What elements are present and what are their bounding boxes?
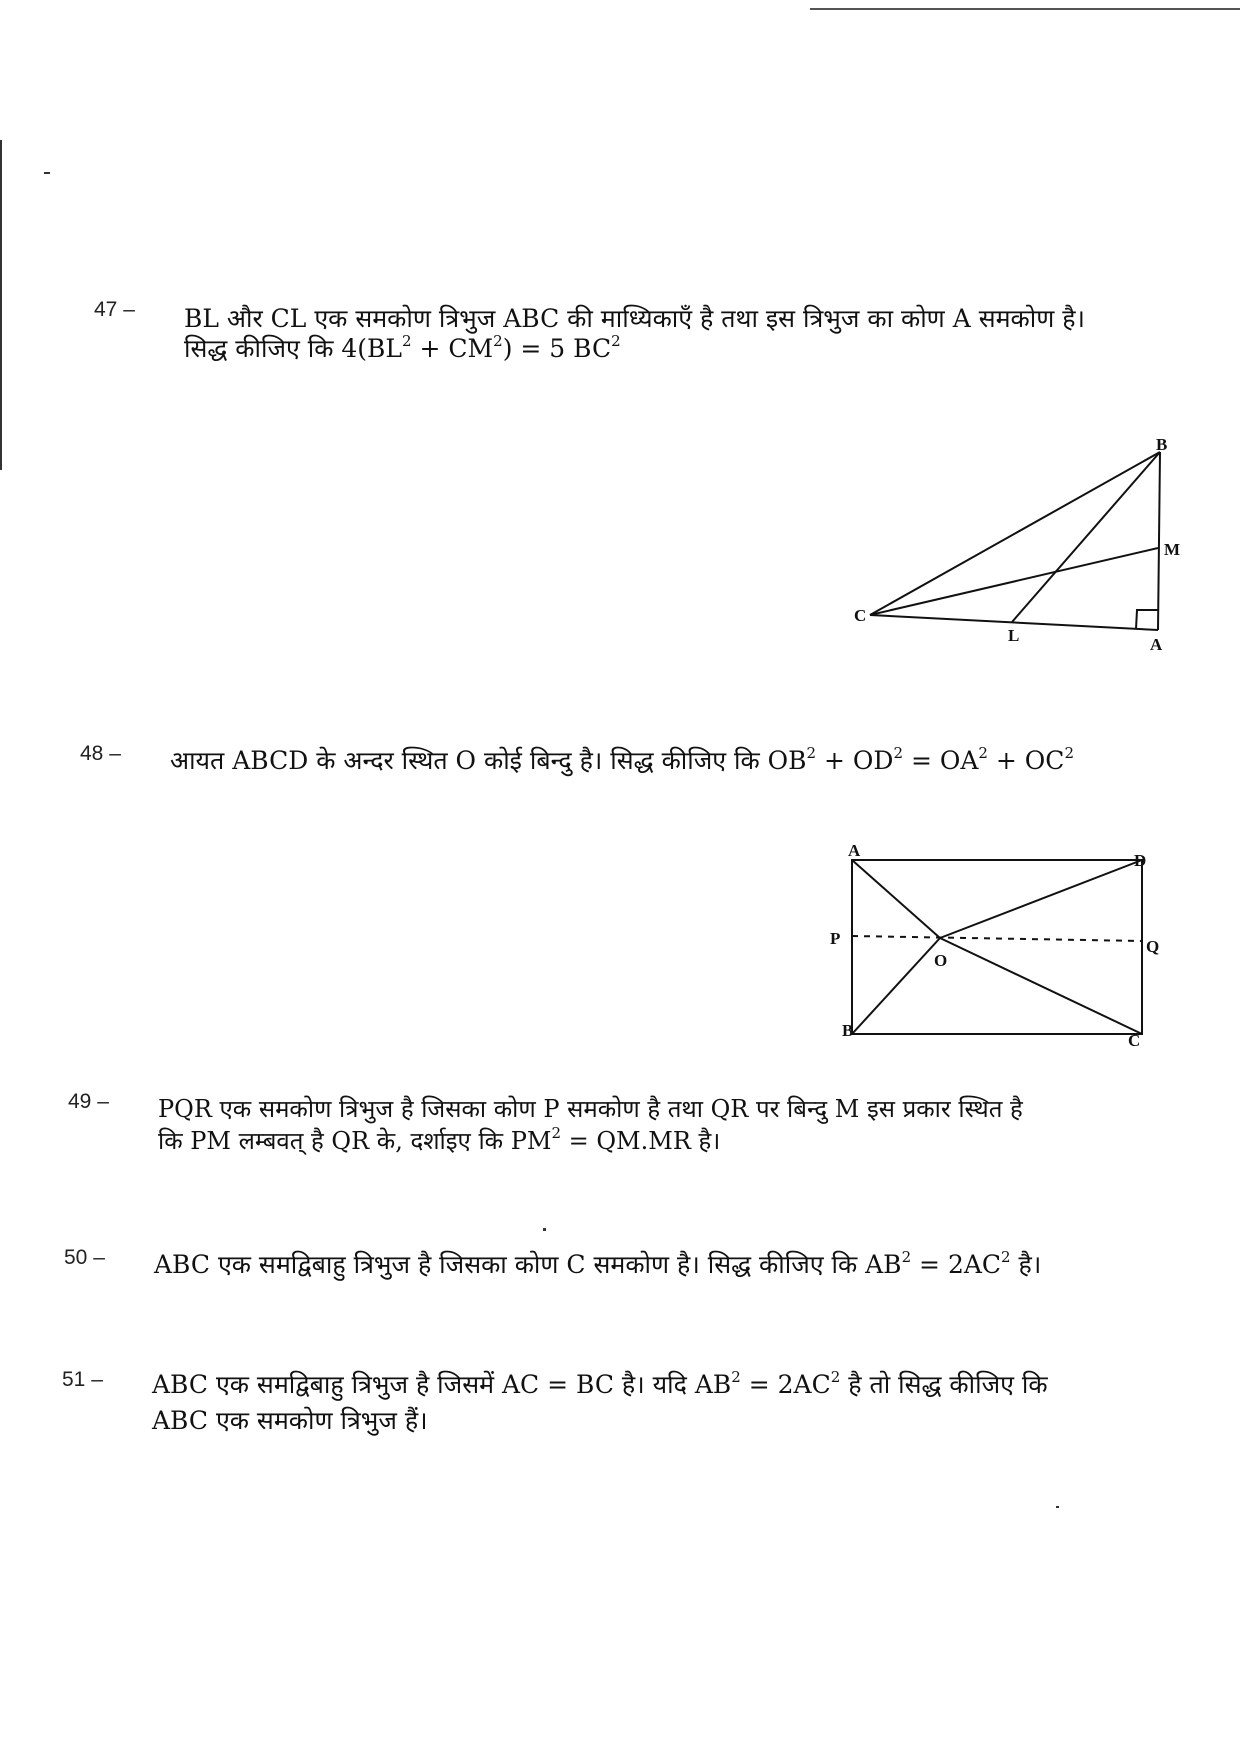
label-c: C bbox=[854, 606, 867, 625]
label-c: C bbox=[1128, 1031, 1141, 1050]
segment-pq-dotted bbox=[852, 936, 1142, 941]
question-line: सिद्ध कीजिए कि $4(BL^2 + CM^2) = 5$ $BC^2$ bbox=[184, 331, 621, 363]
segment-bo bbox=[852, 938, 940, 1034]
rectangle-figure bbox=[830, 840, 1170, 1050]
rectangle-abcd bbox=[852, 860, 1142, 1034]
question-text bbox=[158, 1090, 1023, 1160]
question-text bbox=[184, 300, 1085, 368]
segment-cm bbox=[870, 548, 1158, 615]
label-p: P bbox=[830, 929, 841, 948]
segment-oc bbox=[940, 938, 1142, 1034]
label-q: Q bbox=[1146, 937, 1160, 956]
label-o: O bbox=[934, 951, 948, 970]
segment-cb bbox=[870, 452, 1160, 615]
scan-speck bbox=[44, 172, 50, 174]
question-text: आयत ABCD के अन्दर स्थित O कोई बिन्दु है। सिद्ध कीजिए कि $OB^2 + OD^2 = OA^2 + OC^2$ bbox=[170, 743, 1074, 775]
question-text bbox=[152, 1366, 1048, 1440]
question-number: 48 – bbox=[80, 742, 121, 765]
segment-bl bbox=[1012, 452, 1160, 622]
segment-od bbox=[940, 860, 1142, 938]
scan-edge-mark bbox=[810, 8, 1240, 10]
label-d: D bbox=[1134, 851, 1147, 870]
right-angle-mark bbox=[1136, 610, 1158, 629]
label-a: A bbox=[848, 841, 861, 860]
question-number: 50 – bbox=[64, 1246, 105, 1269]
segment-ao bbox=[852, 860, 940, 938]
question-line: ABC एक समद्विबाहु त्रिभुज है जिसमें AC = BC है। यदि $AB^2 = 2AC^2$ है तो सिद्ध कीजिए कि bbox=[152, 1367, 1048, 1399]
question-line: PQR एक समकोण त्रिभुज है जिसका कोण P समकोण है तथा QR पर बिन्दु M इस प्रकार स्थित है bbox=[158, 1095, 1023, 1123]
label-b: B bbox=[842, 1021, 854, 1040]
question-number: 51 – bbox=[62, 1368, 103, 1391]
question-text: ABC एक समद्विबाहु त्रिभुज है जिसका कोण C समकोण है। सिद्ध कीजिए कि $AB^2 = 2AC^2$ है। bbox=[154, 1247, 1042, 1279]
question-line: कि PM लम्बवत् है QR के, दर्शाइए कि $PM^2 = QM.MR$ है। bbox=[158, 1124, 721, 1155]
label-a: A bbox=[1150, 635, 1163, 654]
label-b: B bbox=[1156, 435, 1168, 454]
question-line: BL और CL एक समकोण त्रिभुज ABC की माध्यिकाएँ है तथा इस त्रिभुज का कोण A समकोण है। bbox=[184, 304, 1085, 333]
scan-speck bbox=[1056, 1506, 1059, 1508]
question-number: 47 – bbox=[94, 298, 135, 321]
question-line: ABC एक समकोण त्रिभुज हैं। bbox=[152, 1406, 428, 1435]
label-m: M bbox=[1164, 540, 1180, 559]
question-number: 49 – bbox=[68, 1090, 109, 1113]
scan-edge-mark bbox=[0, 140, 2, 470]
triangle-figure bbox=[840, 430, 1180, 660]
scan-speck bbox=[543, 1228, 546, 1231]
segment-ba bbox=[1158, 452, 1160, 630]
label-l: L bbox=[1008, 626, 1020, 645]
